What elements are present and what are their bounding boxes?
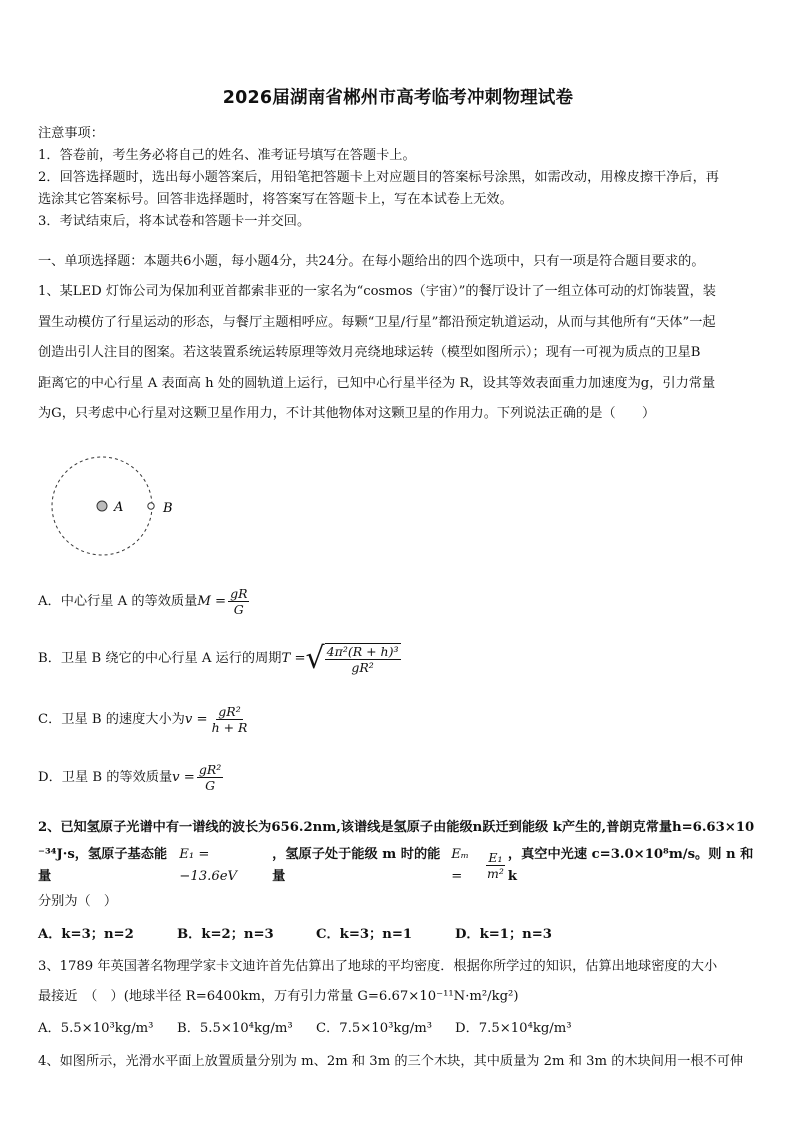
- numerator: gR²: [218, 704, 241, 719]
- numerator: 4π²(R + h)³: [326, 643, 399, 659]
- option-b-text: B．卫星 B 绕它的中心行星 A 运行的周期: [38, 650, 282, 666]
- notice-item: 1．答卷前，考生务必将自己的姓名、准考证号填写在答题卡上。: [38, 148, 416, 163]
- fraction: [485, 850, 506, 881]
- label-b: B: [163, 500, 173, 516]
- option-c: C．k=3；n=1: [316, 926, 413, 942]
- satellite-b: [148, 502, 154, 508]
- orbit-diagram: [50, 448, 250, 568]
- formula-e1: E₁ = −13.6eV: [179, 846, 238, 884]
- option-d-text: D．卫星 B 的等效质量: [38, 769, 173, 785]
- question-line: 最接近 （ ）(地球半径 R=6400km，万有引力常量 G=6.67×10⁻¹¹N·m²/kg²): [38, 988, 519, 1004]
- option-c-lhs: v =: [184, 711, 208, 727]
- notice-heading: 注意事项：: [38, 126, 104, 141]
- question-line: 3、1789 年英国著名物理学家卡文迪许首先估算出了地球的平均密度．根据你所学过的知识，估算出地球密度的大小: [38, 958, 718, 974]
- option-b-lhs: T =: [281, 650, 306, 666]
- fraction: [228, 586, 249, 617]
- fraction: [197, 762, 223, 793]
- question-line: 分别为（ ）: [38, 893, 118, 909]
- sqrt-sign: √: [305, 640, 325, 676]
- page-title: 2026届湖南省郴州市高考临考冲刺物理试卷: [222, 88, 574, 108]
- option-a: A．5.5×10³kg/m³: [38, 1020, 154, 1036]
- fraction: [325, 643, 401, 675]
- option-d: D．k=1；n=3: [455, 926, 552, 942]
- option-b: B．5.5×10⁴kg/m³: [177, 1020, 293, 1036]
- option-c: C．7.5×10³kg/m³: [316, 1020, 433, 1036]
- numerator: E₁: [488, 850, 503, 865]
- question-4: [38, 1046, 758, 1078]
- planet-a: [97, 501, 107, 511]
- text-run: ，真空中光速 c=3.0×10⁸m/s。则 n 和 k: [507, 846, 754, 884]
- option-a: [38, 580, 758, 624]
- fraction: [210, 704, 250, 735]
- option-c: [38, 698, 758, 742]
- denominator: G: [205, 778, 216, 793]
- question-1: [38, 277, 758, 800]
- option-a-lhs: M =: [197, 593, 227, 609]
- numerator: gR²: [198, 762, 222, 777]
- question-line: 为G，只考虑中心行星对这颗卫星作用力，不计其他物体对这颗卫星的作用力。下列说法正确的是（ ）: [38, 406, 656, 421]
- denominator: G: [233, 602, 244, 617]
- text-run: ⁻³⁴J·s，氢原子基态能量: [38, 846, 168, 884]
- question-line: 置生动模仿了行星运动的形态，与餐厅主题相呼应。每颗“卫星/行星”都沿预定轨道运动，从而与其他所有“天体”一起: [38, 314, 716, 330]
- orbit-diagram-svg: [50, 448, 250, 568]
- question-line: 4、如图所示，光滑水平面上放置质量分别为 m、2m 和 3m 的三个木块，其中质量为 2m 和 3m 的木块间用一根不可伸: [38, 1053, 744, 1069]
- notice-item: 2．回答选择题时，选出每小题答案后，用铅笔把答题卡上对应题目的答案标号涂黑，如需改动，用橡皮擦干净后，再: [38, 170, 719, 185]
- denominator: h + R: [211, 720, 248, 735]
- options-row: [38, 922, 758, 948]
- option-b: [38, 634, 758, 684]
- numerator: gR: [230, 586, 248, 601]
- question-line: 2、已知氢原子光谱中有一谱线的波长为656.2nm,该谱线是氢原子由能级n跃迁到能级 k产生的,普朗克常量h=6.63×10: [38, 819, 755, 835]
- question-line: 创造出引人注目的图案。若这装置系统运转原理等效月亮绕地球运转（模型如图所示）；现有一可视为质点的卫星B: [38, 345, 701, 360]
- option-a-text: A．中心行星 A 的等效质量: [38, 593, 198, 609]
- question-line: [38, 846, 758, 886]
- text-run: ，氢原子处于能级 m 时的能量: [272, 846, 441, 884]
- denominator: gR²: [351, 659, 374, 675]
- question-line: 1、某LED 灯饰公司为保加利亚首都索非亚的一家名为“cosmos（宇宙）”的餐厅设计了一组立体可动的灯饰装置，装: [38, 284, 716, 299]
- option-a: A．k=3；n=2: [38, 926, 134, 942]
- option-b: B．k=2；n=3: [177, 926, 274, 942]
- denominator: m²: [487, 866, 504, 881]
- label-a: A: [114, 499, 124, 515]
- section-heading: 一、单项选择题：本题共6小题，每小题4分，共24分。在每小题给出的四个选项中，只有一项是符合题目要求的。: [38, 254, 705, 269]
- formula-em: Eₘ =: [451, 846, 469, 884]
- option-c-text: C．卫星 B 的速度大小为: [38, 711, 185, 727]
- notice-item: 3．考试结束后，将本试卷和答题卡一并交回。: [38, 214, 311, 229]
- option-d-lhs: v =: [172, 769, 195, 785]
- notice-block: [38, 123, 758, 233]
- exam-page: [38, 84, 758, 1078]
- notice-item: 选涂其它答案标号。回答非选择题时，将答案写在答题卡上，写在本试卷上无效。: [38, 192, 513, 207]
- option-d: [38, 756, 758, 800]
- options-row: [38, 1016, 758, 1042]
- question-2: [38, 810, 758, 948]
- question-3: [38, 952, 758, 1042]
- question-line: 距离它的中心行星 A 表面高 h 处的圆轨道上运行，已知中心行星半径为 R，设其等效表面重力加速度为g，引力常量: [38, 375, 716, 391]
- option-d: D．7.5×10⁴kg/m³: [455, 1020, 572, 1036]
